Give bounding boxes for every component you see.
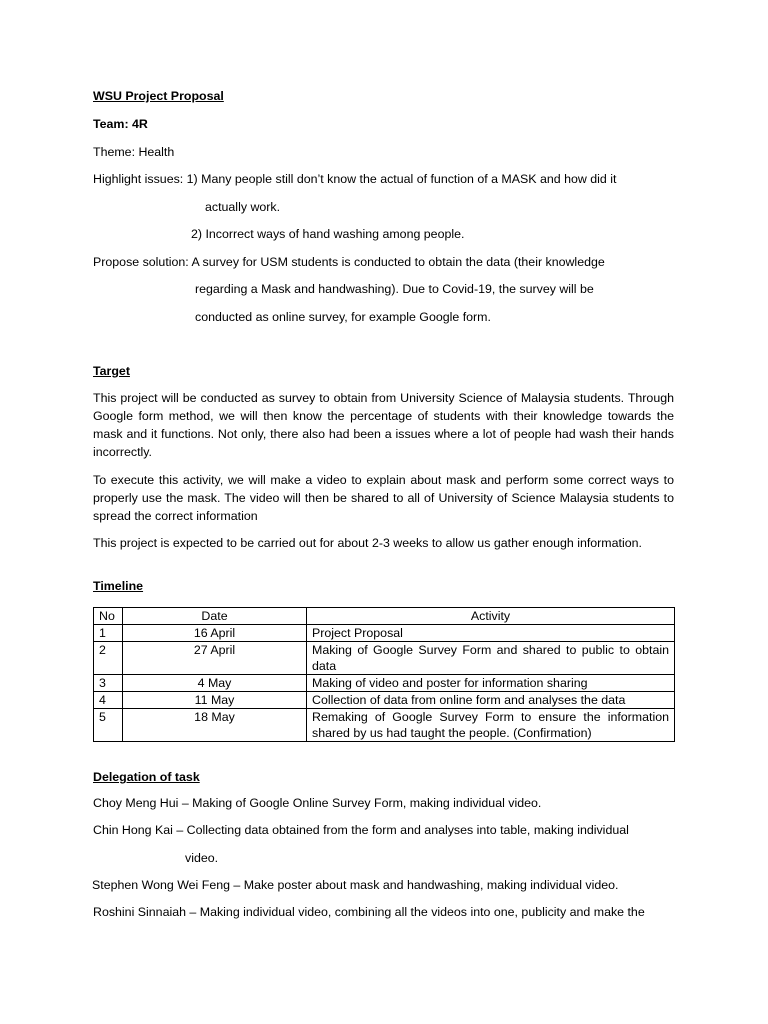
target-paragraph-2: To execute this activity, we will make a video to explain about mask and perform some correct ways to properly use the mask. The video will then be shared to all of University of Science Malaysia students to spread the correct information <box>93 473 674 523</box>
target-heading: Target <box>93 364 130 378</box>
cell-activity: Remaking of Google Survey Form to ensure the information shared by us had taught the people. (Confirmation) <box>307 709 675 742</box>
table-row <box>94 692 675 709</box>
column-header-activity: Activity <box>307 608 675 625</box>
document-title: WSU Project Proposal <box>93 89 224 103</box>
highlight-issues-line3: 2) Incorrect ways of hand washing among people. <box>191 227 465 241</box>
delegation-item-stephen: Stephen Wong Wei Feng – Make poster about mask and handwashing, making individual video. <box>92 878 619 892</box>
highlight-issues-line2: actually work. <box>205 200 281 214</box>
cell-activity: Project Proposal <box>307 625 675 642</box>
cell-date: 4 May <box>123 675 307 692</box>
table-header-row <box>94 608 675 625</box>
propose-solution-line3: conducted as online survey, for example Google form. <box>195 310 491 324</box>
propose-solution-line2: regarding a Mask and handwashing). Due to Covid-19, the survey will be <box>195 282 594 296</box>
propose-solution-line1: Propose solution: A survey for USM students is conducted to obtain the data (their knowledge <box>93 255 605 269</box>
timeline-heading: Timeline <box>93 579 144 593</box>
cell-no: 3 <box>94 675 123 692</box>
table-row <box>94 642 675 675</box>
delegation-item-roshini: Roshini Sinnaiah – Making individual video, combining all the videos into one, publicity and make the <box>93 905 645 919</box>
cell-activity: Making of Google Survey Form and shared to public to obtain data <box>307 642 675 675</box>
cell-no: 5 <box>94 709 123 742</box>
column-header-no: No <box>94 608 123 625</box>
cell-activity: Making of video and poster for information sharing <box>307 675 675 692</box>
table-row <box>94 675 675 692</box>
cell-no: 4 <box>94 692 123 709</box>
delegation-heading: Delegation of task <box>93 770 200 784</box>
cell-no: 2 <box>94 642 123 675</box>
table-row <box>94 625 675 642</box>
delegation-item-chin-line1: Chin Hong Kai – Collecting data obtained from the form and analyses into table, making individual <box>93 823 629 837</box>
team-line: Team: 4R <box>93 117 148 131</box>
delegation-item-chin-line2: video. <box>185 851 219 865</box>
cell-no: 1 <box>94 625 123 642</box>
timeline-table <box>93 607 675 742</box>
cell-date: 18 May <box>123 709 307 742</box>
cell-date: 16 April <box>123 625 307 642</box>
cell-date: 11 May <box>123 692 307 709</box>
theme-line: Theme: Health <box>93 145 175 159</box>
target-paragraph-3: This project is expected to be carried out for about 2-3 weeks to allow us gather enough information. <box>93 536 642 550</box>
column-header-date: Date <box>123 608 307 625</box>
delegation-item-choy: Choy Meng Hui – Making of Google Online Survey Form, making individual video. <box>93 796 542 810</box>
highlight-issues-line1: Highlight issues: 1) Many people still don’t know the actual of function of a MASK and how did it <box>93 172 617 186</box>
cell-date: 27 April <box>123 642 307 675</box>
table-row <box>94 709 675 742</box>
target-paragraph-1: This project will be conducted as survey to obtain from University Science of Malaysia students. Through Google form method, we will then know the percentage of students with their knowledge towards the mask and it functions. Not only, there also had been a issues where a lot of people had wash their hands incorrectly. <box>93 391 674 459</box>
cell-activity: Collection of data from online form and analyses the data <box>307 692 675 709</box>
